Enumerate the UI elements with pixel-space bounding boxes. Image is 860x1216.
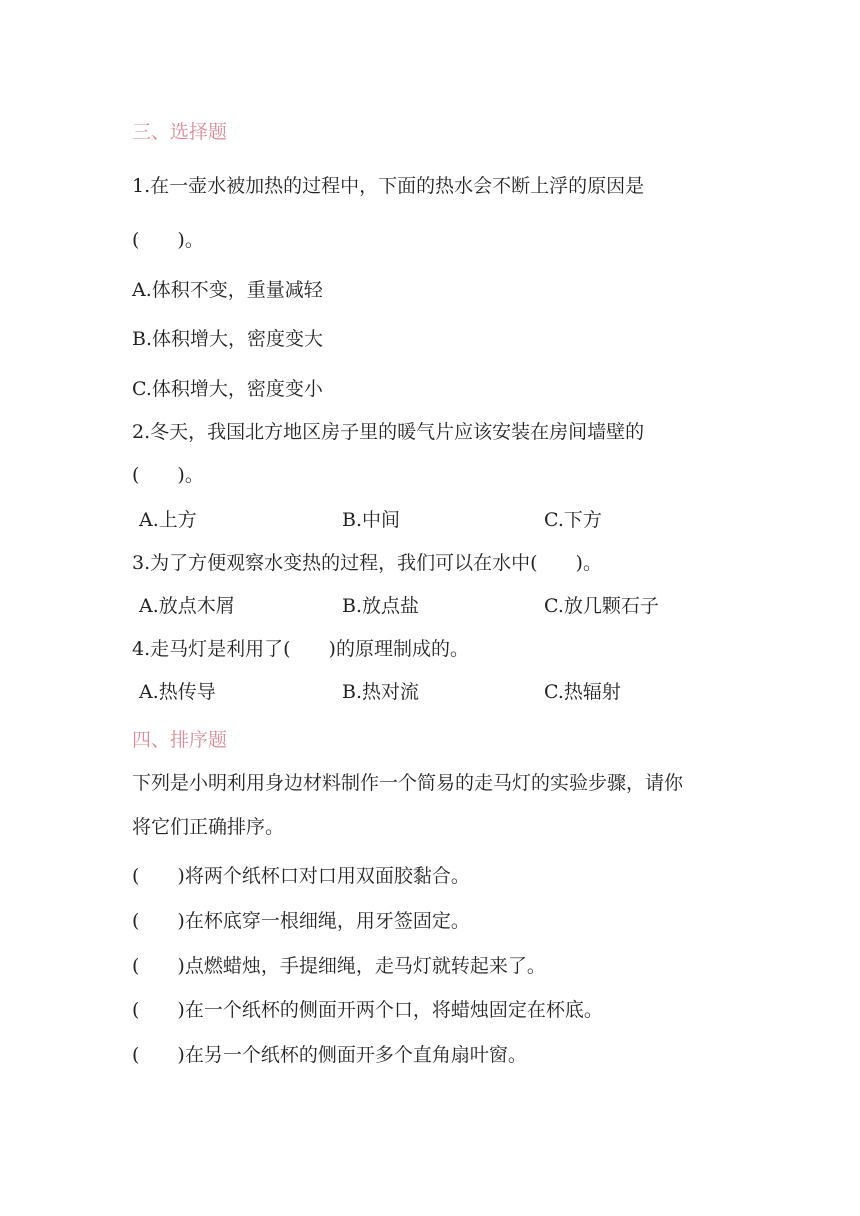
- section4-heading: 四、排序题: [132, 729, 228, 751]
- q4-option-c: C.热辐射: [544, 681, 621, 703]
- q2-option-b: B.中间: [342, 509, 401, 531]
- q4-option-b: B.热对流: [342, 681, 420, 703]
- q2-stem-cont: ( )。: [132, 464, 204, 486]
- q4-stem: 4.走马灯是利用了( )的原理制成的。: [132, 638, 469, 660]
- q2-option-c: C.下方: [544, 509, 602, 531]
- q2-option-a: A.上方: [139, 509, 197, 531]
- q1-option-b: B.体积增大，密度变大: [132, 328, 324, 350]
- q1-stem-cont: ( )。: [132, 229, 204, 251]
- section4-intro-line2: 将它们正确排序。: [132, 816, 285, 838]
- q3-option-c: C.放几颗石子: [544, 595, 659, 617]
- q3-stem: 3.为了方便观察水变热的过程，我们可以在水中( )。: [132, 552, 602, 574]
- sort-step-1: ( )将两个纸杯口对口用双面胶黏合。: [132, 865, 470, 887]
- q3-option-b: B.放点盐: [342, 595, 420, 617]
- q3-option-a: A.放点木屑: [139, 595, 235, 617]
- q1-option-c: C.体积增大，密度变小: [132, 378, 323, 400]
- sort-step-5: ( )在另一个纸杯的侧面开多个直角扇叶窗。: [132, 1044, 527, 1066]
- sort-step-4: ( )在一个纸杯的侧面开两个口，将蜡烛固定在杯底。: [132, 999, 603, 1021]
- section3-heading: 三、选择题: [132, 121, 228, 143]
- q1-stem: 1.在一壶水被加热的过程中，下面的热水会不断上浮的原因是: [132, 175, 645, 197]
- q2-stem: 2.冬天，我国北方地区房子里的暖气片应该安装在房间墙壁的: [132, 421, 645, 443]
- sort-step-2: ( )在杯底穿一根细绳，用牙签固定。: [132, 910, 470, 932]
- q4-option-a: A.热传导: [139, 681, 216, 703]
- q1-option-a: A.体积不变，重量减轻: [132, 279, 323, 301]
- sort-step-3: ( )点燃蜡烛，手提细绳，走马灯就转起来了。: [132, 955, 546, 977]
- section4-intro-line1: 下列是小明利用身边材料制作一个简易的走马灯的实验步骤，请你: [132, 772, 684, 794]
